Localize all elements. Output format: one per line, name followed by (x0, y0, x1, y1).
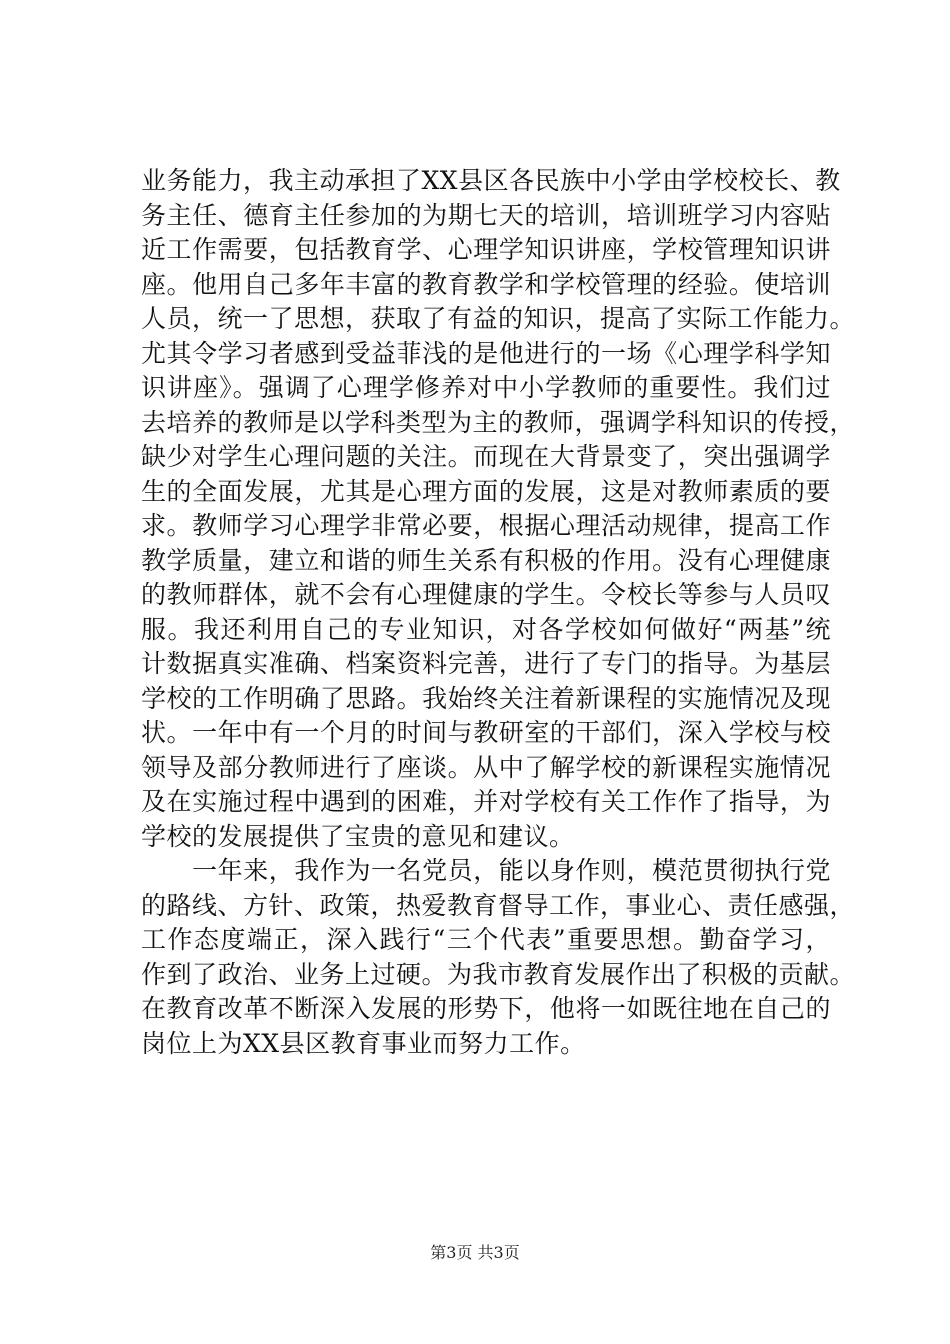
text-line: 座。他用自己多年丰富的教育教学和学校管理的经验。使培训 (141, 269, 831, 299)
text-line: 服。我还利用自己的专业知识，对各学校如何做好“两基”统 (141, 614, 831, 644)
text-line: 在教育改革不断深入发展的形势下，他将一如既往地在自己的 (141, 994, 831, 1023)
text-line: 的教师群体，就不会有心理健康的学生。令校长等参与人员叹 (141, 580, 831, 609)
page-footer: 第3页 共3页 (430, 1243, 520, 1262)
body-text (141, 164, 856, 1061)
text-line: 学校的发展提供了宝贵的意见和建议。 (141, 821, 575, 851)
text-line: 人员，统一了思想，获取了有益的知识，提高了实际工作能力。 (141, 304, 856, 333)
text-line: 及在实施过程中遇到的困难，并对学校有关工作作了指导，为 (141, 787, 831, 816)
text-line: 缺少对学生心理问题的关注。而现在大背景变了，突出强调学 (141, 442, 831, 471)
text-line: 作到了政治、业务上过硬。为我市教育发展作出了积极的贡献。 (141, 959, 856, 989)
text-line: 工作态度端正，深入践行“三个代表”重要思想。勤奋学习， (141, 925, 831, 954)
text-line: 状。一年中有一个月的时间与教研室的干部们，深入学校与校 (141, 718, 831, 747)
text-line: 领导及部分教师进行了座谈。从中了解学校的新课程实施情况 (141, 752, 831, 782)
text-line: 计数据真实准确、档案资料完善，进行了专门的指导。为基层 (141, 649, 831, 678)
text-line: 尤其令学习者感到受益菲浅的是他进行的一场《心理学科学知 (141, 338, 831, 368)
text-line: 岗位上为XX县区教育事业而努力工作。 (141, 1028, 586, 1058)
text-line: 一年来，我作为一名党员，能以身作则，模范贯彻执行党 (141, 856, 831, 885)
text-line: 业务能力，我主动承担了XX县区各民族中小学由学校校长、教 (141, 166, 841, 195)
text-line: 去培养的教师是以学科类型为主的教师，强调学科知识的传授， (141, 407, 856, 437)
text-line: 教学质量，建立和谐的师生关系有积极的作用。没有心理健康 (141, 545, 831, 575)
text-line: 识讲座》。强调了心理学修养对中小学教师的重要性。我们过 (141, 373, 831, 402)
text-line: 务主任、德育主任参加的为期七天的培训，培训班学习内容贴 (141, 200, 831, 230)
text-line: 的路线、方针、政策，热爱教育督导工作，事业心、责任感强， (141, 890, 856, 920)
text-line: 求。教师学习心理学非常必要，根据心理活动规律，提高工作 (141, 511, 831, 540)
text-line: 生的全面发展，尤其是心理方面的发展，这是对教师素质的要 (141, 476, 831, 506)
text-line: 近工作需要，包括教育学、心理学知识讲座，学校管理知识讲 (141, 235, 831, 264)
text-line: 学校的工作明确了思路。我始终关注着新课程的实施情况及现 (141, 683, 831, 713)
